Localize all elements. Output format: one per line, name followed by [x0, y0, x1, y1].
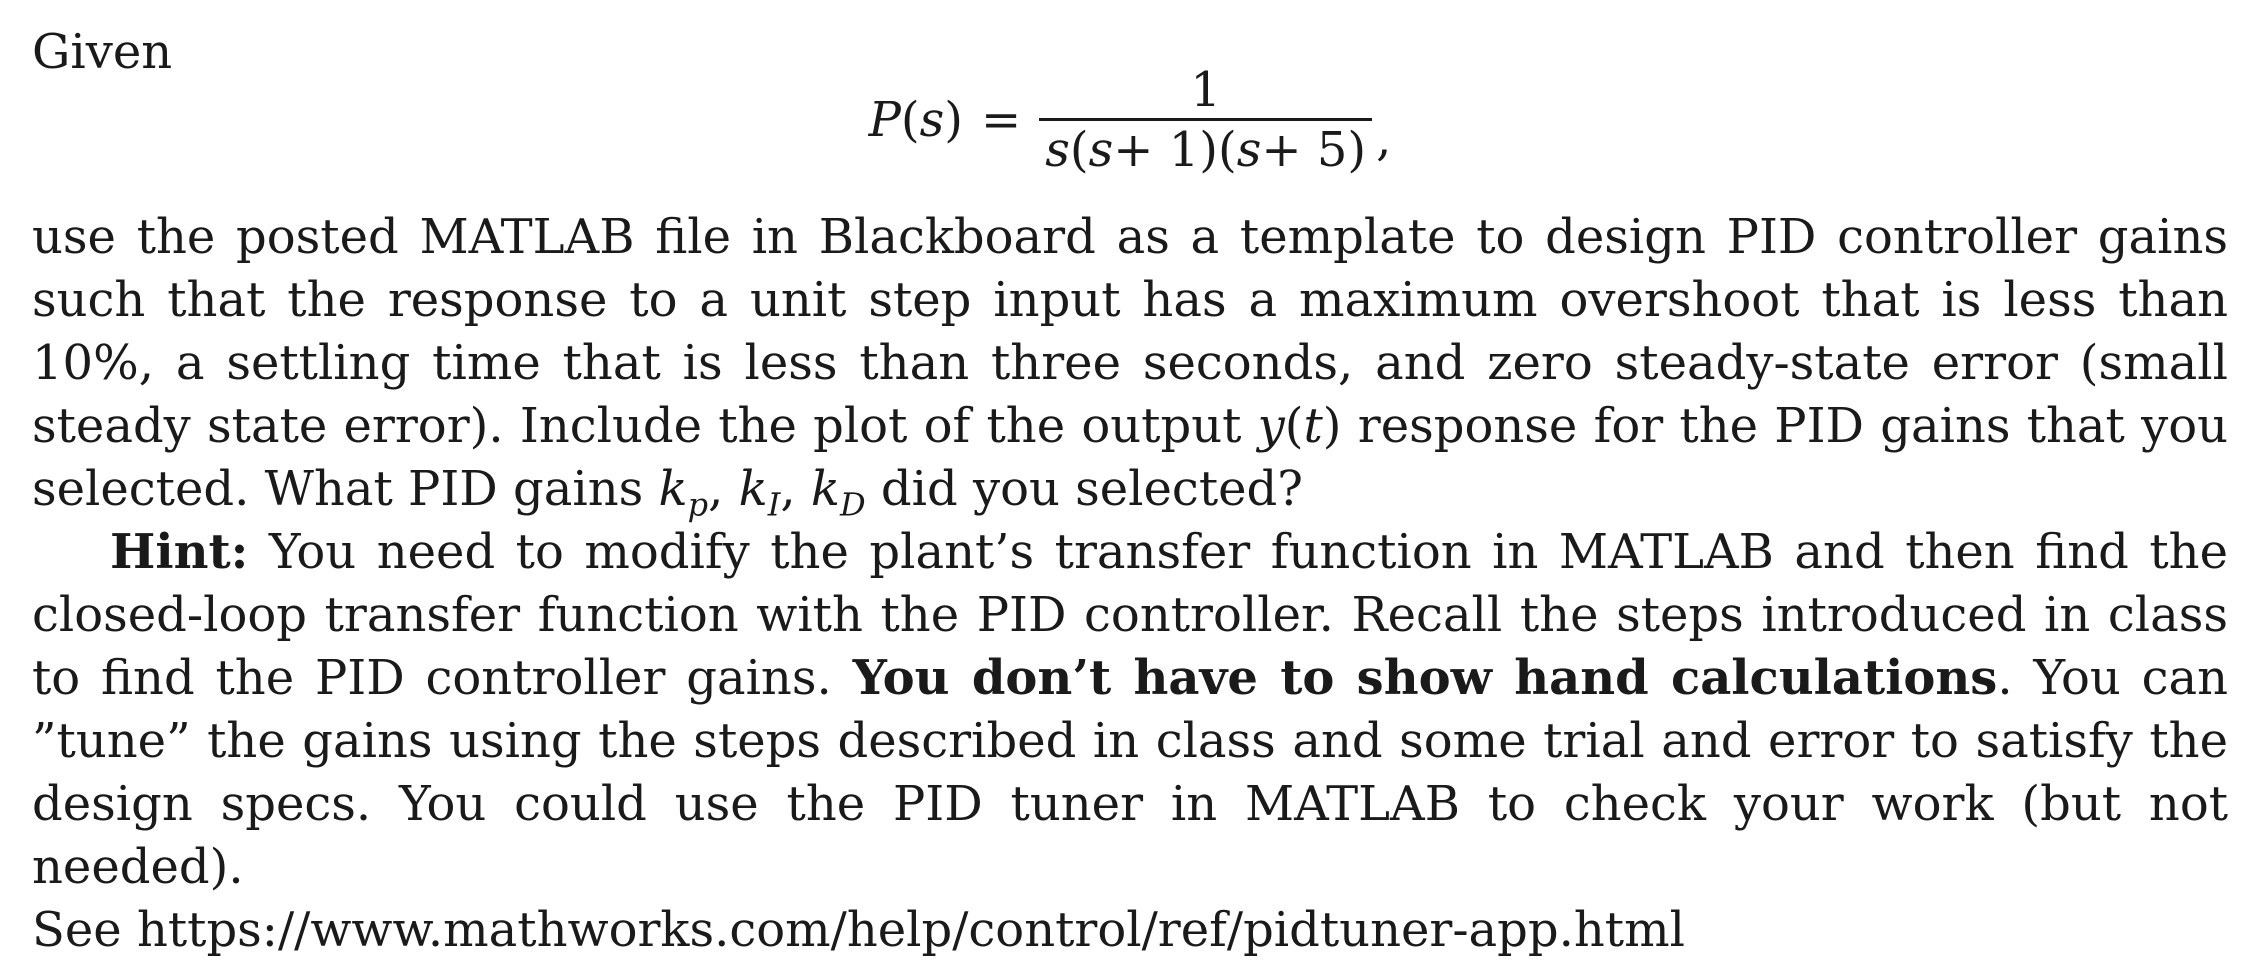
gain-separator-2: ,: [780, 461, 811, 517]
ki-symbol: k: [738, 461, 768, 517]
kp-subscript: p: [687, 485, 709, 524]
kd-subscript: D: [839, 485, 866, 524]
task-text-c: did you selected?: [865, 461, 1303, 517]
den-s1: s: [1045, 122, 1070, 178]
equals-sign: =: [981, 92, 1022, 148]
problem-body: [32, 206, 2228, 962]
paragraph-task: [32, 206, 2229, 524]
lhs-paren-close: ): [944, 92, 964, 148]
den-s2: s: [1088, 122, 1114, 178]
y-paren-open: (: [1284, 398, 1304, 454]
t-variable: t: [1303, 398, 1323, 454]
equation-comma: ,: [1376, 111, 1392, 167]
paragraph-hint: [32, 521, 2228, 899]
fraction-denominator: [1039, 121, 1372, 179]
fraction: [1039, 62, 1372, 179]
task-text-b: response for the PID gains that you selected. What PID gains: [32, 398, 2229, 517]
hint-bold-text: You don’t have to show hand calculations: [852, 650, 1998, 706]
y-variable: y: [1257, 398, 1285, 454]
equation-lhs: [869, 89, 963, 152]
lhs-function: P: [868, 92, 901, 148]
den-plus-five: + 5): [1261, 122, 1367, 178]
den-plus-one: + 1)(: [1113, 122, 1237, 178]
den-paren1: (: [1069, 122, 1089, 178]
kd-symbol: k: [810, 461, 840, 517]
lhs-variable: s: [919, 92, 945, 148]
hint-text-b: . You can ”tune” the gains using the steps described in class and some trial and error to satisfy the design specs. You could use the PID tuner in MATLAB to check your work (but not needed).: [32, 650, 2229, 895]
plant-transfer-function: [32, 62, 2228, 179]
kp-symbol: k: [658, 461, 688, 517]
ki-subscript: I: [767, 485, 781, 524]
reference-line: See https://www.mathworks.com/help/control/ref/pidtuner-app.html: [32, 902, 1685, 958]
fraction-numerator: 1: [1190, 62, 1221, 118]
gain-separator-1: ,: [708, 461, 739, 517]
lhs-paren-open: (: [900, 92, 920, 148]
hint-label: Hint:: [110, 524, 249, 580]
hint-text-a: You need to modify the plant’s transfer function in MATLAB and then find the closed-loop transfer function with the PID controller. Recall the steps introduced in class to find the PID controller gains.: [32, 524, 2228, 706]
given-label: Given: [32, 24, 173, 80]
y-paren-close: ): [1322, 398, 1342, 454]
den-s3: s: [1236, 122, 1262, 178]
task-text-a: use the posted MATLAB file in Blackboard as a template to design PID controller gains such that the response to a unit step input has a maximum overshoot that is less than 10%, a settling time that is less than three seconds, and zero steady-state error (small steady state error). Include the plot of the output: [32, 209, 2228, 454]
equation-row: [869, 62, 1392, 179]
